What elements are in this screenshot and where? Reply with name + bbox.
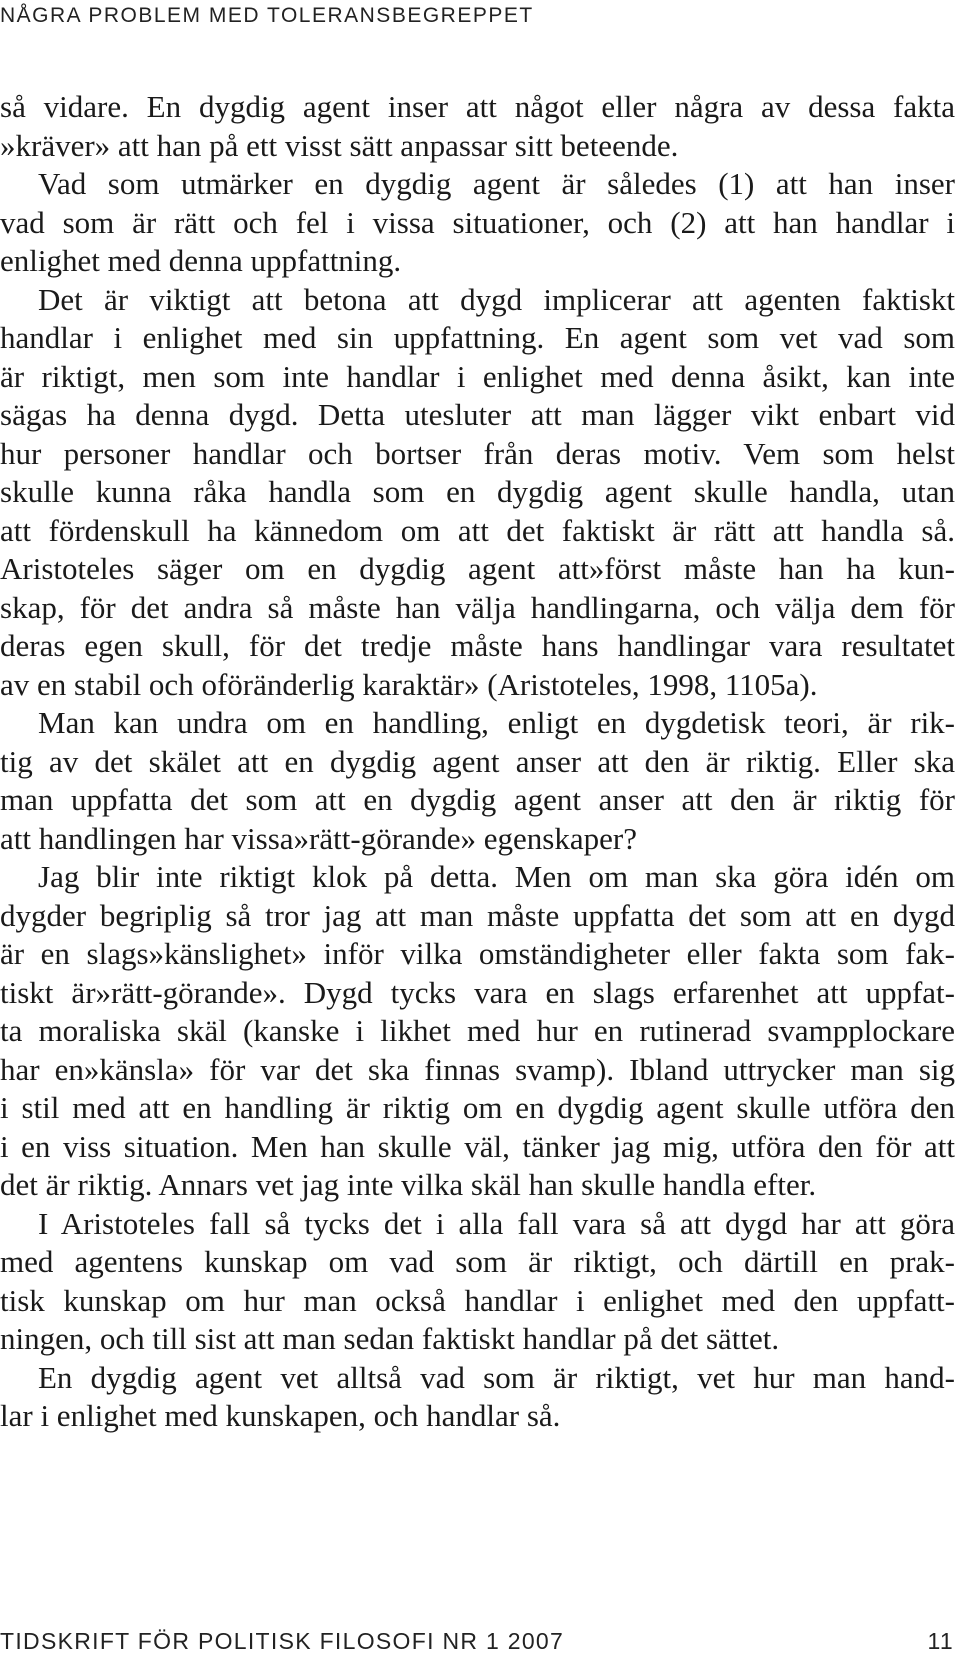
text-line: tig av det skälet att en dygdig agent anser att den är riktig. Eller ska [0, 743, 955, 779]
text-line: lar i enlighet med kunskapen, och handlar så. [0, 1398, 561, 1433]
text-line: är en slags»känslighet» inför vilka omständigheter eller fakta som fak- [0, 936, 955, 971]
text-line: i en viss situation. Men han skulle väl, tänker jag mig, utföra den för att [0, 1128, 955, 1164]
text-line: En dygdig agent vet alltså vad som är riktigt, vet hur man hand- [38, 1359, 955, 1395]
text-line: är riktigt, men som inte handlar i enlighet med denna åsikt, kan inte [0, 358, 955, 394]
text-line: enlighet med denna uppfattning. [0, 243, 402, 278]
text-line: att fördenskull ha kännedom om att det faktiskt är rätt att handla så. [0, 512, 955, 548]
text-line: att handlingen har vissa»rätt-görande» egenskaper? [0, 820, 637, 856]
text-line: Man kan undra om en handling, enligt en dygdetisk teori, är rik- [38, 705, 955, 740]
text-line: har en»känsla» för var det ska finnas svamp). Ibland uttrycker man sig [0, 1051, 955, 1087]
text-line: I Aristoteles fall så tycks det i alla fall vara så att dygd har att göra [38, 1205, 955, 1241]
text-line: handlar i enlighet med sin uppfattning. En agent som vet vad som [0, 320, 955, 355]
text-line: Jag blir inte riktigt klok på detta. Men om man ska göra idén om [38, 859, 955, 894]
running-header: NÅGRA PROBLEM MED TOLERANSBEGREPPET [0, 4, 534, 27]
text-line: Vad som utmärker en dygdig agent är således (1) att han inser [38, 166, 955, 201]
text-line: i stil med att en handling är riktig om en dygdig agent skulle utföra den [0, 1090, 955, 1125]
body-text [0, 88, 955, 1436]
text-line: deras egen skull, för det tredje måste hans handlingar vara resultatet [0, 628, 955, 663]
text-line: sägas ha denna dygd. Detta utesluter att man lägger vikt enbart vid [0, 397, 955, 432]
text-line: Det är viktigt att betona att dygd implicerar att agenten faktiskt [38, 281, 955, 317]
text-line: tisk kunskap om hur man också handlar i enlighet med den uppfatt- [0, 1282, 955, 1318]
text-line: skulle kunna råka handla som en dygdig agent skulle handla, utan [0, 474, 955, 509]
text-line: ningen, och till sist att man sedan faktiskt handlar på det sättet. [0, 1321, 780, 1356]
text-line: så vidare. En dygdig agent inser att något eller några av dessa fakta [0, 89, 955, 124]
page-number: 11 [927, 1628, 954, 1654]
text-line: vad som är rätt och fel i vissa situationer, och (2) att han handlar i [0, 204, 955, 240]
text-line: det är riktig. Annars vet jag inte vilka skäl han skulle handla efter. [0, 1167, 817, 1202]
text-line: dygder begriplig så tror jag att man måste uppfatta det som att en dygd [0, 897, 955, 933]
text-line: av en stabil och oföränderlig karaktär» (Aristoteles, 1998, 1105a). [0, 666, 818, 702]
text-line: ta moraliska skäl (kanske i likhet med hur en rutinerad svampplockare [0, 1013, 955, 1048]
text-line: skap, för det andra så måste han välja handlingarna, och välja dem för [0, 589, 955, 625]
text-line: tiskt är»rätt-görande». Dygd tycks vara en slags erfarenhet att uppfat- [0, 974, 955, 1010]
text-line: man uppfatta det som att en dygdig agent anser att den är riktig för [0, 782, 955, 817]
text-line: »kräver» att han på ett visst sätt anpassar sitt beteende. [0, 127, 679, 163]
journal-title: TIDSKRIFT FÖR POLITISK FILOSOFI NR 1 2007 [0, 1628, 565, 1654]
text-line: med agentens kunskap om vad som är riktigt, och därtill en prak- [0, 1244, 955, 1279]
text-line: hur personer handlar och bortser från deras motiv. Vem som helst [0, 435, 955, 471]
text-line: Aristoteles säger om en dygdig agent att»först måste han ha kun- [0, 551, 955, 586]
